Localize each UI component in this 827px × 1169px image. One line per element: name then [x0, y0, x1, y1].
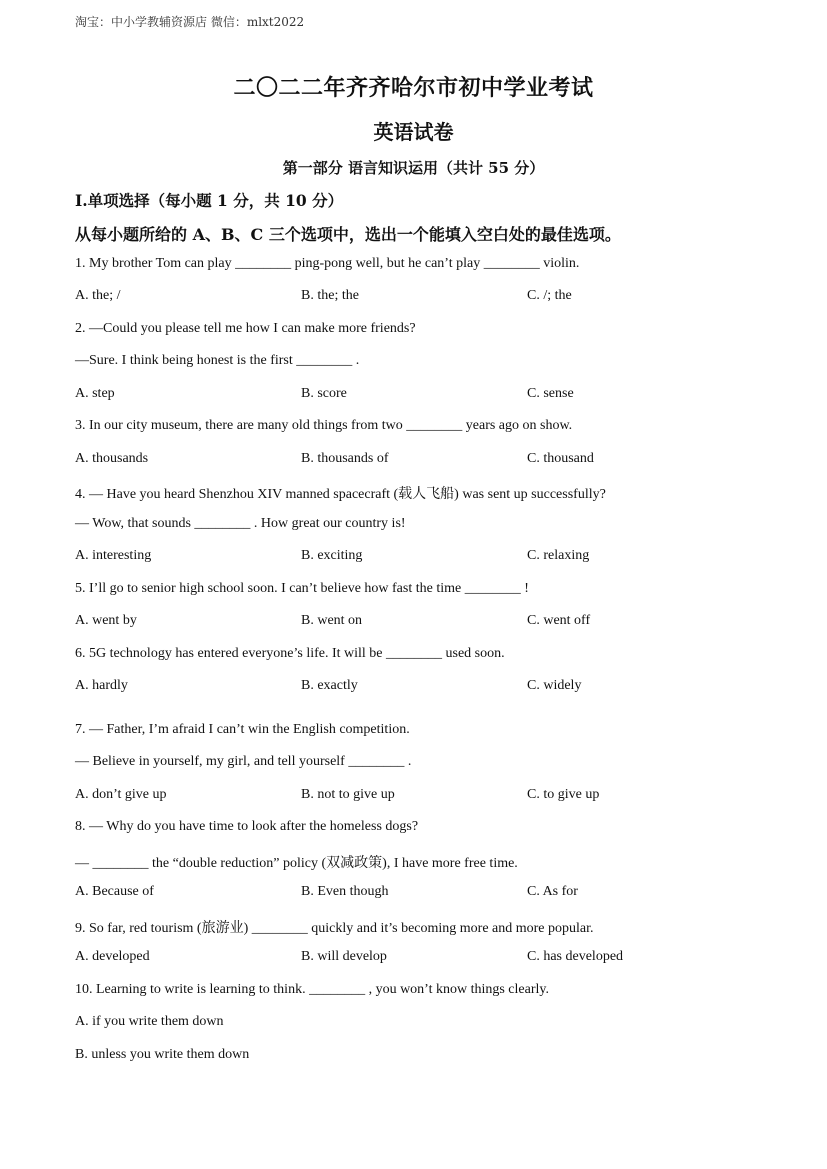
section-instruction: 从每小题所给的 A、B、C 三个选项中，选出一个能填入空白处的最佳选项。 [75, 225, 621, 244]
question-3-option-b: B. thousands of [301, 451, 389, 466]
question-4-option-b: B. exciting [301, 548, 363, 563]
question-4-reply: — Wow, that sounds ________ . How great our country is! [75, 516, 406, 531]
question-3-option-c: C. thousand [527, 451, 594, 466]
question-9-option-c: C. has developed [527, 949, 624, 964]
question-9-option-b: B. will develop [301, 949, 387, 964]
section-heading: Ⅰ.单项选择（每小题 1 分，共 10 分） [75, 191, 344, 210]
question-3-option-a: A. thousands [75, 451, 149, 466]
question-6-stem: 6. 5G technology has entered everyone’s life. It will be ________ used soon. [75, 646, 505, 661]
question-1-option-b: B. the; the [301, 288, 359, 303]
question-2-reply: —Sure. I think being honest is the first ________ . [75, 353, 360, 368]
question-1-option-a: A. the; / [75, 288, 121, 303]
question-8-option-a: A. Because of [75, 884, 154, 899]
question-10-stem: 10. Learning to write is learning to think. ________ , you won’t know things clearly. [75, 982, 549, 997]
question-2-option-c: C. sense [527, 386, 574, 401]
question-3-stem: 3. In our city museum, there are many old things from two ________ years ago on show. [75, 418, 573, 433]
question-8-option-b: B. Even though [301, 884, 389, 899]
question-2-option-b: B. score [301, 386, 347, 401]
question-7-option-a: A. don’t give up [75, 787, 167, 802]
question-4-option-a: A. interesting [75, 548, 152, 563]
question-7-option-b: B. not to give up [301, 787, 395, 802]
question-8-stem: 8. — Why do you have time to look after the homeless dogs? [75, 819, 419, 834]
question-7-option-c: C. to give up [527, 787, 600, 802]
question-10-option-b: B. unless you write them down [75, 1047, 250, 1062]
question-5-option-c: C. went off [527, 613, 591, 628]
question-6-option-a: A. hardly [75, 678, 128, 693]
exam-subtitle: 英语试卷 [373, 120, 454, 144]
question-5-option-a: A. went by [75, 613, 137, 628]
part-heading: 第一部分 语言知识运用（共计 55 分） [282, 159, 545, 177]
question-8-reply: — ________ the “double reduction” policy (双减政策), I have more free time. [75, 856, 518, 871]
question-6-option-c: C. widely [527, 678, 582, 693]
question-5-stem: 5. I’ll go to senior high school soon. I can’t believe how fast the time ________ ! [75, 581, 529, 596]
question-9-option-a: A. developed [75, 949, 150, 964]
question-9-stem: 9. So far, red tourism (旅游业) ________ quickly and it’s becoming more and more popular. [75, 921, 594, 936]
question-8-option-c: C. As for [527, 884, 578, 899]
question-5-option-b: B. went on [301, 613, 363, 628]
exam-title: 二〇二二年齐齐哈尔市初中学业考试 [233, 75, 594, 101]
question-7-stem: 7. — Father, I’m afraid I can’t win the English competition. [75, 722, 410, 737]
question-2-stem: 2. —Could you please tell me how I can make more friends? [75, 321, 416, 336]
header-note: 淘宝：中小学教辅资源店 微信：mlxt2022 [75, 15, 305, 29]
question-7-reply: — Believe in yourself, my girl, and tell yourself ________ . [75, 754, 412, 769]
question-1-stem: 1. My brother Tom can play ________ ping-pong well, but he can’t play ________ violin. [75, 256, 580, 271]
question-6-option-b: B. exactly [301, 678, 358, 693]
question-4-stem: 4. — Have you heard Shenzhou XIV manned spacecraft (载人飞船) was sent up successfully? [75, 487, 606, 502]
question-4-option-c: C. relaxing [527, 548, 590, 563]
question-1-option-c: C. /; the [527, 288, 572, 303]
question-10-option-a: A. if you write them down [75, 1014, 224, 1029]
question-2-option-a: A. step [75, 386, 115, 401]
